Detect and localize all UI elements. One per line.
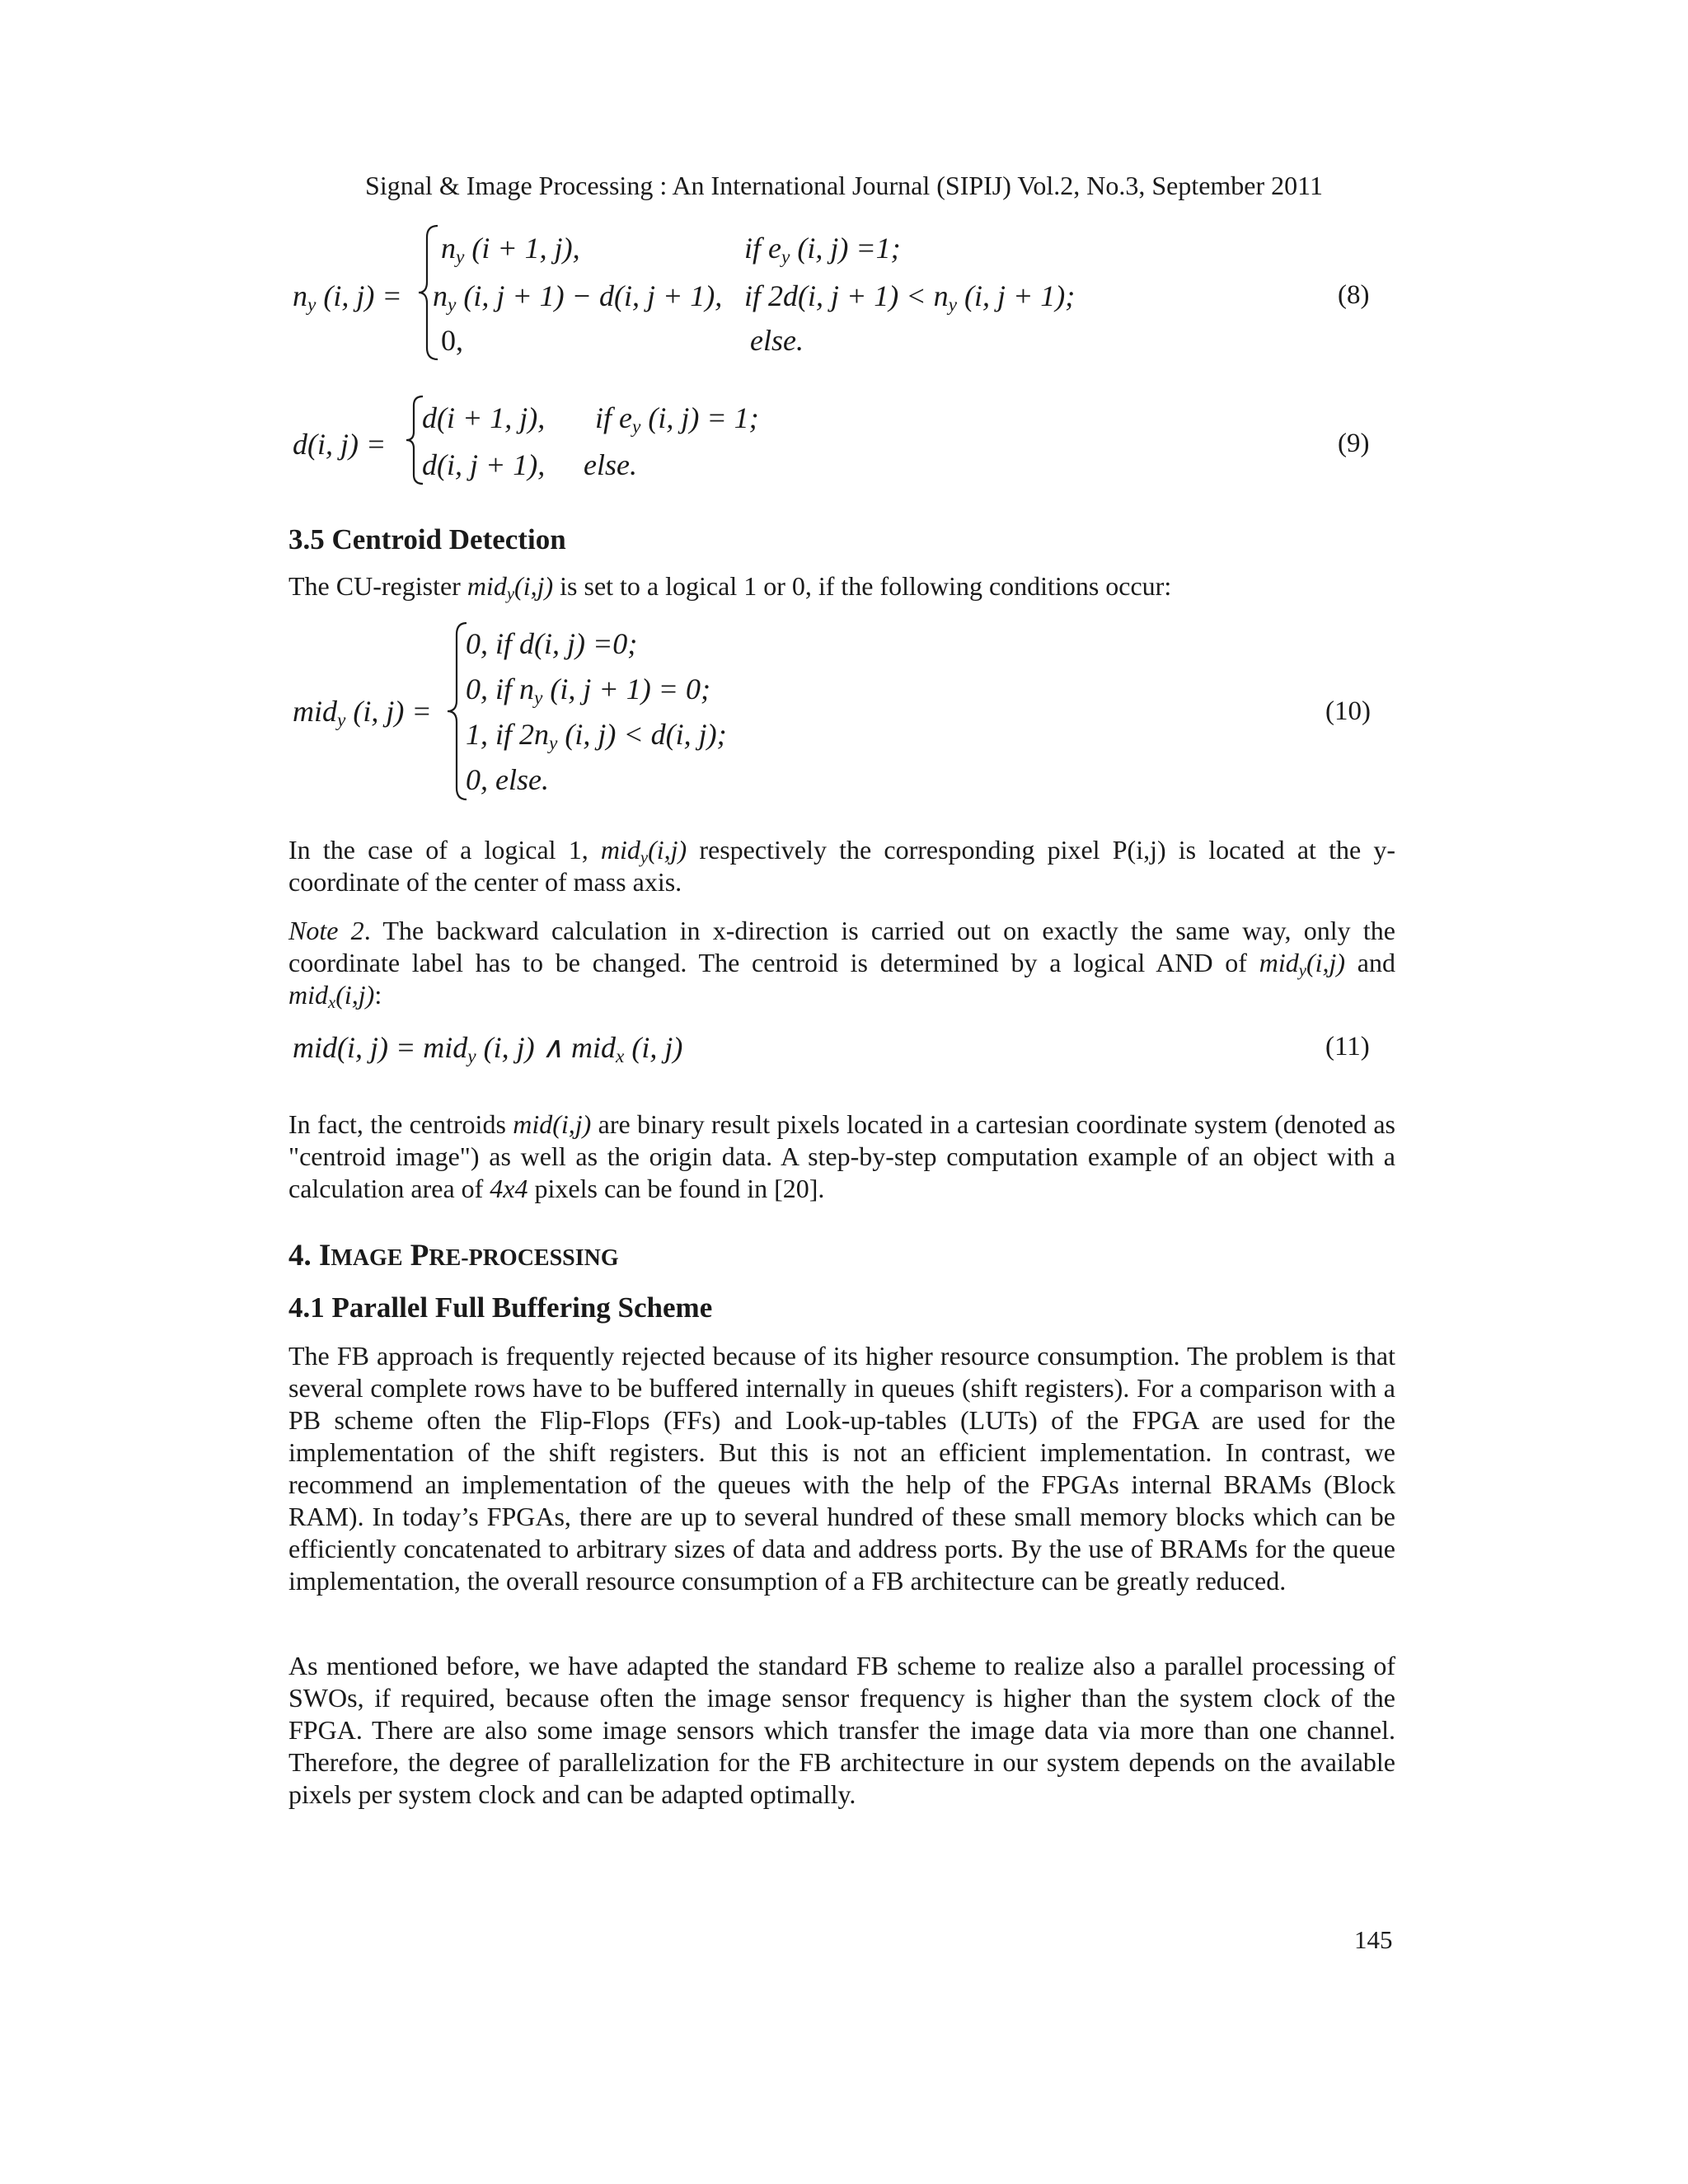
eq9-case-1-expr: d(i + 1, j),	[422, 401, 546, 434]
eq8-case-1-cond: if $e_y$ (i, j) =1;	[744, 232, 901, 268]
paragraph-fb-approach: The FB approach is frequently rejected because of its higher resource consumption. The problem is that several complete rows have to be buffered internally in queues (shift registers). For a comparison with a PB scheme often the Flip-Flops (FFs) and Look-up-tables (LUTs) of the FPGA are used for the implementation of the shift registers. But this is not an efficient implementation. In contrast, we recommend an implementation of the queues with the help of the FPGAs internal BRAMs (Block RAM). In today’s FPGAs, there are up to several hundred of these small memory blocks which can be efficiently concatenated to arbitrary sizes of data and address ports. By the use of BRAMs for the queue implementation, the overall resource consumption of a FB architecture can be greatly reduced.	[288, 1341, 1395, 1596]
paragraph-cu-register: The CU-register mid$_y$(i,j) is set to a logical 1 or 0, if the following conditions occur:	[288, 571, 1172, 604]
page-number: 145	[1354, 1925, 1393, 1954]
paragraph-note-2: Note 2. The backward calculation in x-direction is carried out on exactly the same way, only the coordinate label has to be changed. The centroid is determined by a logical AND of mid$_y$(i,j) and mid$_x$(i,j):	[288, 916, 1396, 1013]
paragraph-centroids: In fact, the centroids mid(i,j) are binary result pixels located in a cartesian coordinate system (denoted as "centroid image") as well as the origin data. A step-by-step computation example of an object with a calculation area of 4x4 pixels can be found in [20].	[288, 1109, 1396, 1203]
eq10-lhs: mid$_y$ (i, j) =	[293, 695, 432, 731]
section-heading-4-1: 4.1 Parallel Full Buffering Scheme	[288, 1291, 713, 1324]
paragraph-logical-one: In the case of a logical 1, mid$_y$(i,j) respectively the corresponding pixel P(i,j) is located at the y-coordinate of the center of mass axis.	[288, 835, 1396, 897]
eq9-case-2-cond: else.	[584, 448, 637, 481]
eq9-lhs: d(i, j) =	[293, 428, 387, 461]
section-heading-4: 4. IMAGE PRE-PROCESSING	[288, 1239, 619, 1272]
eq11-number: (11)	[1325, 1032, 1370, 1062]
eq10-case-4: 0, else.	[466, 763, 549, 796]
eq8-case-2-cond: if 2d(i, $j + 1) < n_y$ (i, j + 1);	[744, 279, 1076, 316]
eq8-number: (8)	[1338, 280, 1370, 310]
eq8-case-1-expr: $n_y$ (i + 1, j),	[441, 232, 580, 268]
eq11-expression: mid(i, j) = mid$_y$ (i, j) ∧ mid$_x$ (i, j)	[293, 1031, 683, 1067]
running-header: Signal & Image Processing : An International Journal (SIPIJ) Vol.2, No.3, September 2011	[365, 171, 1323, 200]
eq8-lhs: $n_y$ (i, j) =	[293, 279, 402, 316]
eq10-case-1: 0, if d(i, j) =0;	[466, 627, 638, 660]
eq9-case-2-expr: d(i, j + 1),	[422, 448, 546, 481]
paragraph-as-mentioned: As mentioned before, we have adapted the standard FB scheme to realize also a parallel processing of SWOs, if required, because often the image sensor frequency is higher than the system clock of the FPGA. There are also some image sensors which transfer the image data via more than one channel. Therefore, the degree of parallelization for the FB architecture in our system depends on the available pixels per system clock and can be adapted optimally.	[288, 1651, 1395, 1809]
eq10-number: (10)	[1325, 696, 1371, 726]
eq8-case-2-expr: $n_y$ (i, j + 1) − d(i, j + 1),	[433, 279, 723, 316]
eq9-case-1-cond: if $e_y$ (i, j) = 1;	[595, 401, 759, 438]
eq10-case-3: 1, if $2n_y$ (i, j) < d(i, j);	[466, 718, 727, 754]
eq8-case-3-cond: else.	[750, 324, 804, 357]
eq8-case-3-expr: 0,	[441, 324, 463, 357]
eq10-case-2: 0, if $n_y$ (i, j + 1) = 0;	[466, 673, 710, 709]
eq9-number: (9)	[1338, 429, 1370, 458]
section-heading-3-5: 3.5 Centroid Detection	[288, 523, 566, 555]
